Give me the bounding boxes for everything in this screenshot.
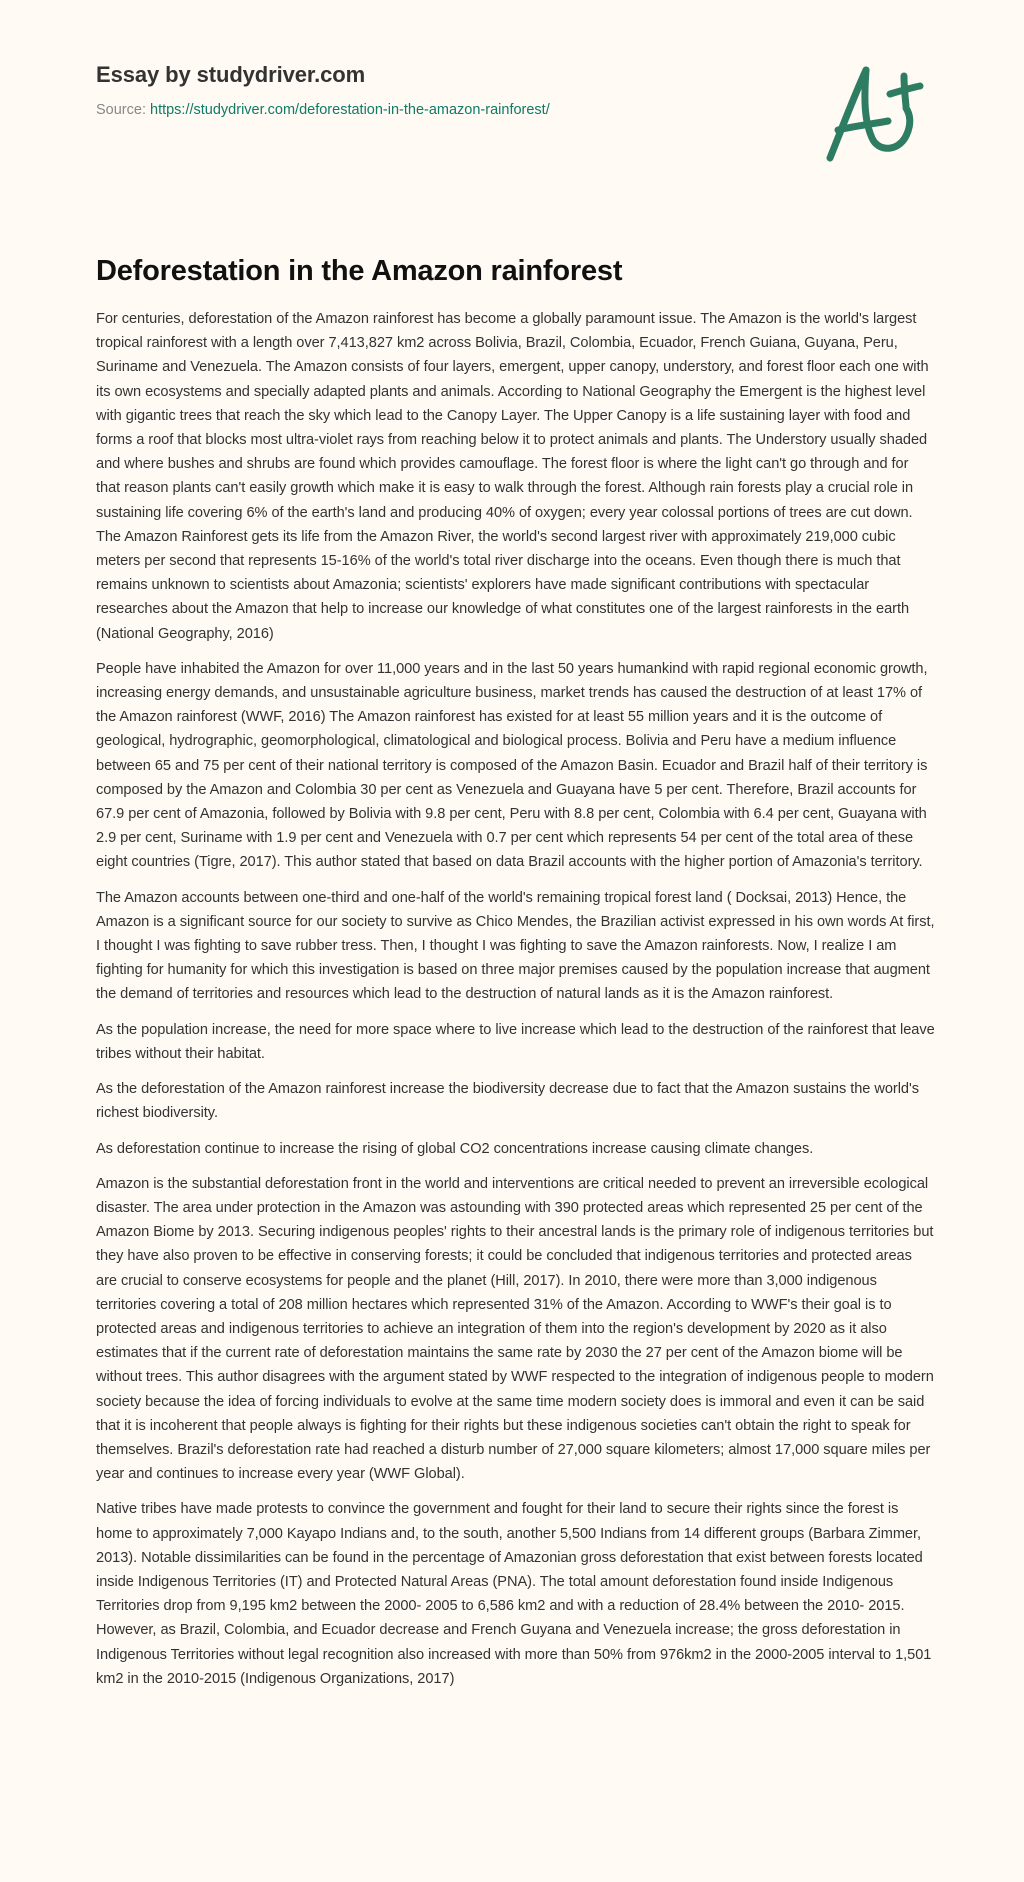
essay-content <box>96 251 936 1702</box>
source-label: Source: <box>96 102 150 118</box>
a-plus-grade-icon <box>820 58 930 168</box>
site-title: Essay by studydriver.com <box>96 62 366 87</box>
essay-paragraph: As the population increase, the need for more space where to live increase which lead to the destruction of the rainforest that leave tribes without their habitat. <box>96 1021 935 1062</box>
source-line <box>96 100 736 120</box>
essay-paragraph: For centuries, deforestation of the Amazon rainforest has become a globally paramount issue. The Amazon is the world's largest tropical rainforest with a length over 7,413,827 km2 across Bolivia, Brazil, Colombia, Ecuador, French Guiana, Guyana, Peru, Suriname and Venezuela. The Amazon consists of four layers, emergent, upper canopy, understory, and forest floor each one with its own ecosystems and specially adapted plants and animals. According to National Geography the Emergent is the highest level with gigantic trees that reach the sky which lead to the Canopy Layer. The Upper Canopy is a life sustaining layer with food and forms a roof that blocks most ultra-violet rays from reaching below it to protect animals and plants. The Understory usually shaded and where bushes and shrubs are found which provides camouflage. The forest floor is where the light can't go through and for that reason plants can't easily growth which make it is easy to walk through the forest. Although rain forests play a crucial role in sustaining life covering 6% of the earth's land and producing 40% of oxygen; every year colossal portions of trees are cut down. The Amazon Rainforest gets its life from the Amazon River, the world's second largest river with approximately 219,000 cubic meters per second that represents 15-16% of the world's total river discharge into the oceans. Even though there is much that remains unknown to scientists about Amazonia; scientists' explorers have made significant contributions with spectacular researches about the Amazon that help to increase our knowledge of what constitutes one of the largest rainforests in the earth (National Geography, 2016) <box>96 311 929 642</box>
essay-paragraph: The Amazon accounts between one-third and one-half of the world's remaining tropical forest land ( Docksai, 2013) Hence, the Amazon is a significant source for our society to survive as Chico Mendes, the Brazilian activist expressed in his own words At first, I thought I was fighting to save rubber tress. Then, I thought I was fighting to save the Amazon rainforests. Now, I realize I am fighting for humanity for which this investigation is based on three major premises caused by the population increase that augment the demand of territories and resources which lead to the destruction of natural lands as it is the Amazon rainforest. <box>96 889 935 1003</box>
essay-paragraph: Amazon is the substantial deforestation front in the world and interventions are critical needed to prevent an irreversible ecological disaster. The area under protection in the Amazon was astounding with 390 protected areas which represented 25 per cent of the Amazon Biome by 2013. Securing indigenous peoples' rights to their ancestral lands is the primary role of indigenous territories but they have also proven to be effective in conserving forests; it could be concluded that indigenous territories and protected areas are crucial to conserve ecosystems for people and the planet (Hill, 2017). In 2010, there were more than 3,000 indigenous territories covering a total of 208 million hectares which represented 31% of the Amazon. According to WWF's their goal is to protected areas and indigenous territories to achieve an integration of them into the region's development by 2020 as it also estimates that if the current rate of deforestation maintains the same rate by 2030 the 27 per cent of the Amazon biome will be without trees. This author disagrees with the argument stated by WWF respected to the integration of indigenous people to modern society because the idea of forcing individuals to evolve at the same time modern society does is immoral and even it can be said that it is incoherent that people always is fighting for their rights but these indigenous societies can't obtain the right to speak for themselves. Brazil's deforestation rate had reached a disturb number of 27,000 square kilometers; almost 17,000 square miles per year and continues to increase every year (WWF Global). <box>96 1175 934 1483</box>
essay-title: Deforestation in the Amazon rainforest <box>96 255 623 287</box>
essay-paragraph: As deforestation continue to increase the rising of global CO2 concentrations increase causing climate changes. <box>96 1140 814 1157</box>
essay-paragraph: People have inhabited the Amazon for over 11,000 years and in the last 50 years humankind with rapid regional economic growth, increasing energy demands, and unsustainable agriculture business, market trends has caused the destruction of at least 17% of the Amazon rainforest (WWF, 2016) The Amazon rainforest has existed for at least 55 million years and it is the outcome of geological, hydrographic, geomorphological, climatological and biological process. Bolivia and Peru have a medium influence between 65 and 75 per cent of their national territory is composed of the Amazon Basin. Ecuador and Brazil half of their territory is composed by the Amazon and Colombia 30 per cent as Venezuela and Guayana have 5 per cent. Therefore, Brazil accounts for 67.9 per cent of Amazonia, followed by Bolivia with 9.8 per cent, Peru with 8.8 per cent, Colombia with 6.4 per cent, Guayana with 2.9 per cent, Suriname with 1.9 per cent and Venezuela with 0.7 per cent which represents 54 per cent of the total area of these eight countries (Tigre, 2017). This author stated that based on data Brazil accounts with the higher portion of Amazonia's territory. <box>96 660 928 871</box>
page-header <box>96 60 736 120</box>
source-link[interactable]: https://studydriver.com/deforestation-in-the-amazon-rainforest/ <box>150 102 550 118</box>
essay-paragraph: As the deforestation of the Amazon rainforest increase the biodiversity decrease due to fact that the Amazon sustains the world's richest biodiversity. <box>96 1081 919 1122</box>
essay-paragraph: Native tribes have made protests to convince the government and fought for their land to secure their rights since the forest is home to approximately 7,000 Kayapo Indians and, to the south, another 5,500 Indians from 14 different groups (Barbara Zimmer, 2013). Notable dissimilarities can be found in the percentage of Amazonian gross deforestation that exist between forests located inside Indigenous Territories (IT) and Protected Natural Areas (PNA). The total amount deforestation found inside Indigenous Territories drop from 9,195 km2 between the 2000- 2005 to 6,586 km2 and with a reduction of 28.4% between the 2010- 2015. However, as Brazil, Colombia, and Ecuador decrease and French Guyana and Venezuela increase; the gross deforestation in Indigenous Territories without legal recognition also increased with more than 50% from 976km2 in the 2000-2005 interval to 1,501 km2 in the 2010-2015 (Indigenous Organizations, 2017) <box>96 1501 932 1687</box>
